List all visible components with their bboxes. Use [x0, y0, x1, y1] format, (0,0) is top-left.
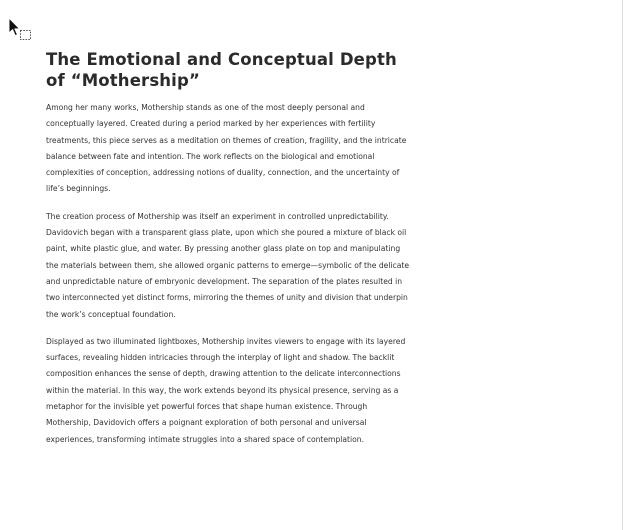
article-paragraph: Displayed as two illuminated lightboxes, Mothership invites viewers to engage with its layered surfaces, revealing hidden intricacies through the interplay of light and shadow. The backlit composition enhances the sense of depth, drawing attention to the delicate interconnections within the material. In this way, the work extends beyond its physical presence, serving as a metaphor for the invisible yet powerful forces that shape human existence. Through Mothership, Davidovich offers a poignant exploration of both personal and universal experiences, transforming intimate struggles into a shared space of contemplation.	[46, 336, 406, 444]
article-paragraph: The creation process of Mothership was itself an experiment in controlled unpredictability. Davidovich began with a transparent glass plate, upon which she poured a mixture of black oil paint, white plastic glue, and water. By pressing another glass plate on top and manipulating the materials between them, she allowed organic patterns to emerge—symbolic of the delicate and unpredictable nature of embryonic development. The separation of the plates resulted in two interconnected yet distinct forms, mirroring the themes of unity and division that underpin the work’s conceptual foundation.	[46, 211, 410, 319]
article-paragraph: Among her many works, Mothership stands as one of the most deeply personal and conceptually layered. Created during a period marked by her experiences with fertility treatments, this piece serves as a meditation on themes of creation, fragility, and the intricate balance between fate and intention. The work reflects on the biological and emotional complexities of conception, addressing notions of duality, connection, and the uncertainty of life’s beginnings.	[46, 103, 407, 194]
page-edge-divider	[622, 0, 623, 530]
arrow-cursor-with-drag-box-icon	[8, 17, 34, 45]
article	[46, 49, 414, 459]
article-title: The Emotional and Conceptual Depth of “Mothership”	[46, 50, 397, 90]
